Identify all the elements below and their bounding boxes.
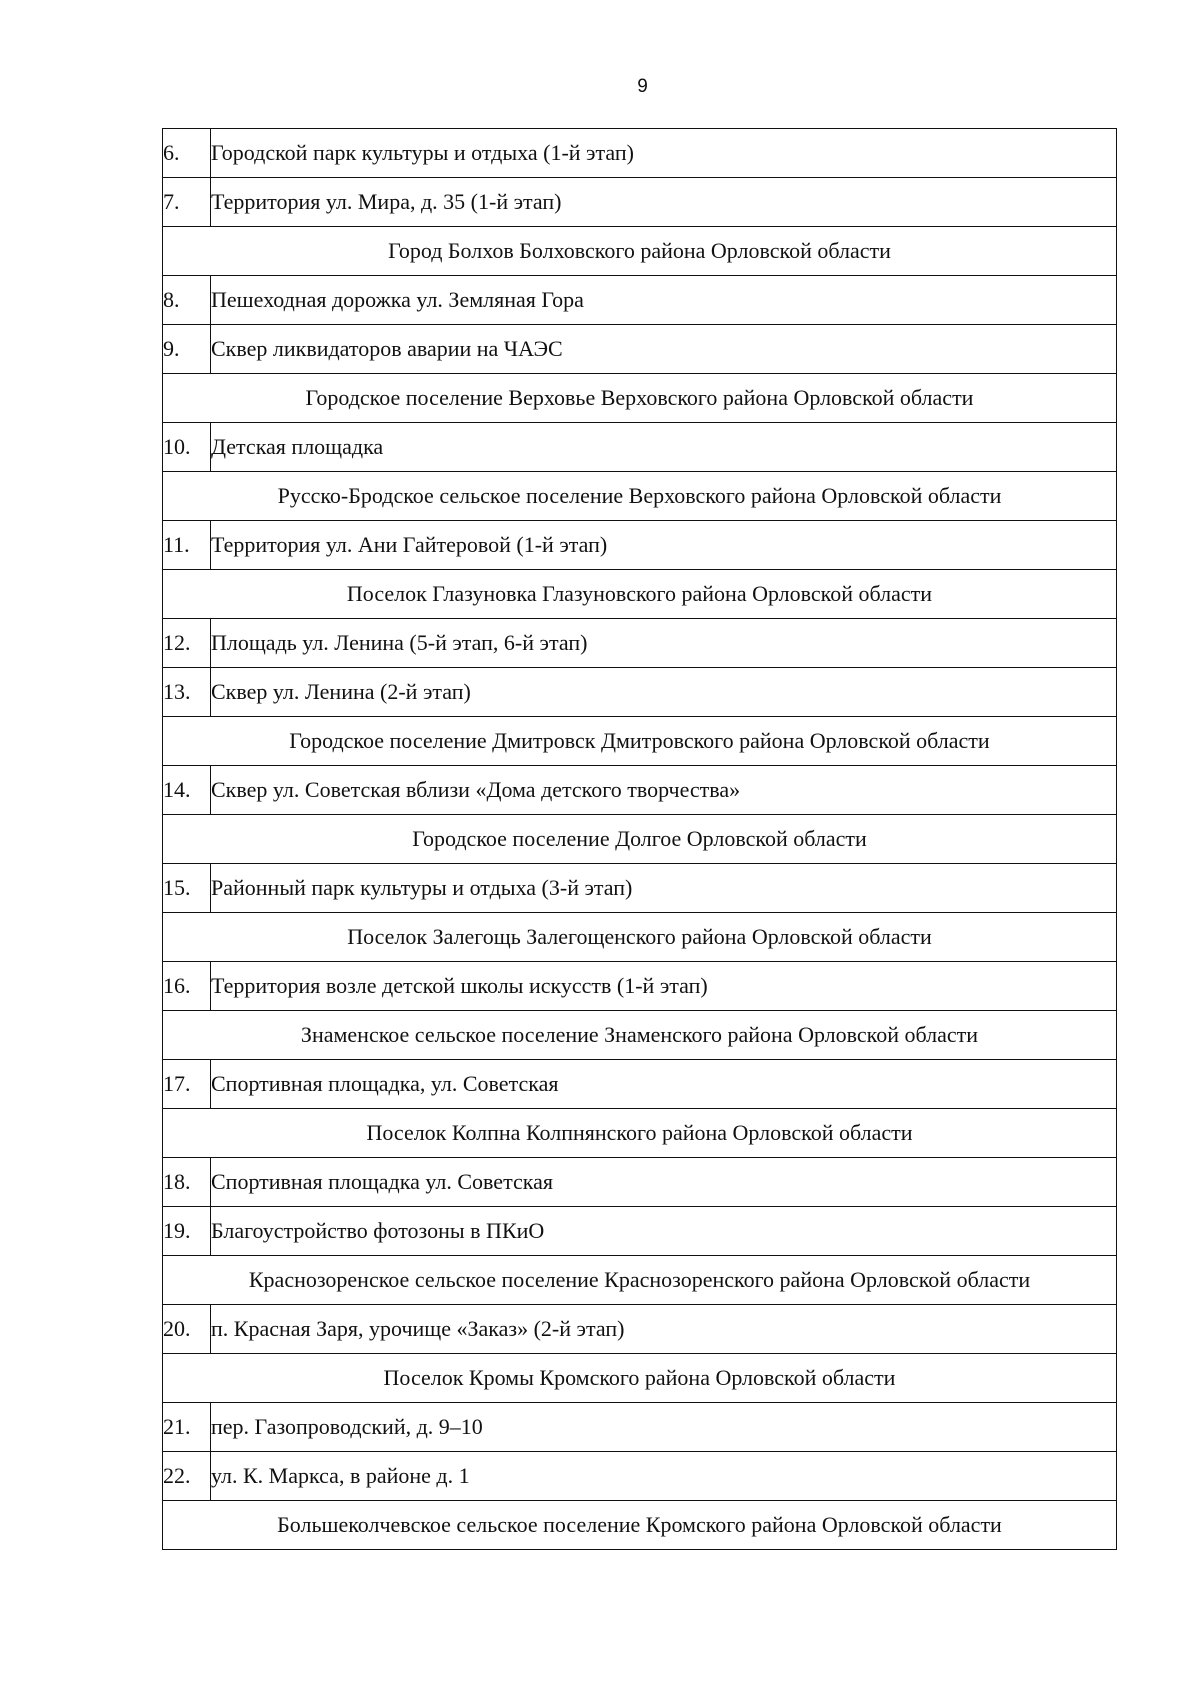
table-row xyxy=(163,1305,1117,1354)
section-row xyxy=(163,913,1117,962)
table-row xyxy=(163,1158,1117,1207)
row-number: 10. xyxy=(163,423,211,472)
table-row xyxy=(163,962,1117,1011)
section-title: Поселок Кромы Кромского района Орловской области xyxy=(163,1354,1117,1403)
table-row xyxy=(163,423,1117,472)
section-row xyxy=(163,815,1117,864)
row-number: 19. xyxy=(163,1207,211,1256)
object-name: Сквер ликвидаторов аварии на ЧАЭС xyxy=(211,325,1117,374)
row-number: 9. xyxy=(163,325,211,374)
section-title: Городское поселение Долгое Орловской области xyxy=(163,815,1117,864)
object-name: Сквер ул. Советская вблизи «Дома детского творчества» xyxy=(211,766,1117,815)
row-number: 18. xyxy=(163,1158,211,1207)
object-name: Территория ул. Мира, д. 35 (1-й этап) xyxy=(211,178,1117,227)
page-number: 9 xyxy=(637,76,648,97)
object-name: Спортивная площадка, ул. Советская xyxy=(211,1060,1117,1109)
section-title: Поселок Залегощь Залегощенского района Орловской области xyxy=(163,913,1117,962)
row-number: 17. xyxy=(163,1060,211,1109)
object-name: Территория возле детской школы искусств (1-й этап) xyxy=(211,962,1117,1011)
section-row xyxy=(163,717,1117,766)
section-title: Поселок Колпна Колпнянского района Орловской области xyxy=(163,1109,1117,1158)
object-name: Спортивная площадка ул. Советская xyxy=(211,1158,1117,1207)
section-row xyxy=(163,1109,1117,1158)
table-row xyxy=(163,1060,1117,1109)
row-number: 20. xyxy=(163,1305,211,1354)
table-row xyxy=(163,325,1117,374)
section-title: Русско-Бродское сельское поселение Верховского района Орловской области xyxy=(163,472,1117,521)
object-name: Площадь ул. Ленина (5-й этап, 6-й этап) xyxy=(211,619,1117,668)
section-row xyxy=(163,1256,1117,1305)
object-name: ул. К. Маркса, в районе д. 1 xyxy=(211,1452,1117,1501)
row-number: 13. xyxy=(163,668,211,717)
object-name: Пешеходная дорожка ул. Земляная Гора xyxy=(211,276,1117,325)
section-row xyxy=(163,472,1117,521)
table-row xyxy=(163,1452,1117,1501)
object-name: Районный парк культуры и отдыха (3-й этап) xyxy=(211,864,1117,913)
row-number: 6. xyxy=(163,129,211,178)
section-row xyxy=(163,570,1117,619)
table-row xyxy=(163,521,1117,570)
section-title: Поселок Глазуновка Глазуновского района Орловской области xyxy=(163,570,1117,619)
section-row xyxy=(163,374,1117,423)
section-title: Знаменское сельское поселение Знаменского района Орловской области xyxy=(163,1011,1117,1060)
row-number: 12. xyxy=(163,619,211,668)
section-row xyxy=(163,1011,1117,1060)
object-name: Сквер ул. Ленина (2-й этап) xyxy=(211,668,1117,717)
row-number: 8. xyxy=(163,276,211,325)
row-number: 16. xyxy=(163,962,211,1011)
section-row xyxy=(163,227,1117,276)
table-row xyxy=(163,1403,1117,1452)
object-name: Детская площадка xyxy=(211,423,1117,472)
section-title: Большеколчевское сельское поселение Кромского района Орловской области xyxy=(163,1501,1117,1550)
table-body xyxy=(163,129,1117,1550)
table-row xyxy=(163,129,1117,178)
table-row xyxy=(163,1207,1117,1256)
table-row xyxy=(163,864,1117,913)
table-row xyxy=(163,178,1117,227)
row-number: 22. xyxy=(163,1452,211,1501)
table-row xyxy=(163,276,1117,325)
row-number: 15. xyxy=(163,864,211,913)
section-title: Краснозоренское сельское поселение Краснозоренского района Орловской области xyxy=(163,1256,1117,1305)
section-title: Город Болхов Болховского района Орловской области xyxy=(163,227,1117,276)
object-name: Благоустройство фотозоны в ПКиО xyxy=(211,1207,1117,1256)
object-name: Городской парк культуры и отдыха (1-й этап) xyxy=(211,129,1117,178)
row-number: 21. xyxy=(163,1403,211,1452)
object-name: п. Красная Заря, урочище «Заказ» (2-й этап) xyxy=(211,1305,1117,1354)
section-title: Городское поселение Верховье Верховского района Орловской области xyxy=(163,374,1117,423)
section-row xyxy=(163,1354,1117,1403)
row-number: 7. xyxy=(163,178,211,227)
row-number: 11. xyxy=(163,521,211,570)
row-number: 14. xyxy=(163,766,211,815)
table-row xyxy=(163,668,1117,717)
objects-table xyxy=(162,128,1117,1550)
table-row xyxy=(163,619,1117,668)
object-name: Территория ул. Ани Гайтеровой (1-й этап) xyxy=(211,521,1117,570)
section-row xyxy=(163,1501,1117,1550)
object-name: пер. Газопроводский, д. 9–10 xyxy=(211,1403,1117,1452)
table-row xyxy=(163,766,1117,815)
section-title: Городское поселение Дмитровск Дмитровского района Орловской области xyxy=(163,717,1117,766)
